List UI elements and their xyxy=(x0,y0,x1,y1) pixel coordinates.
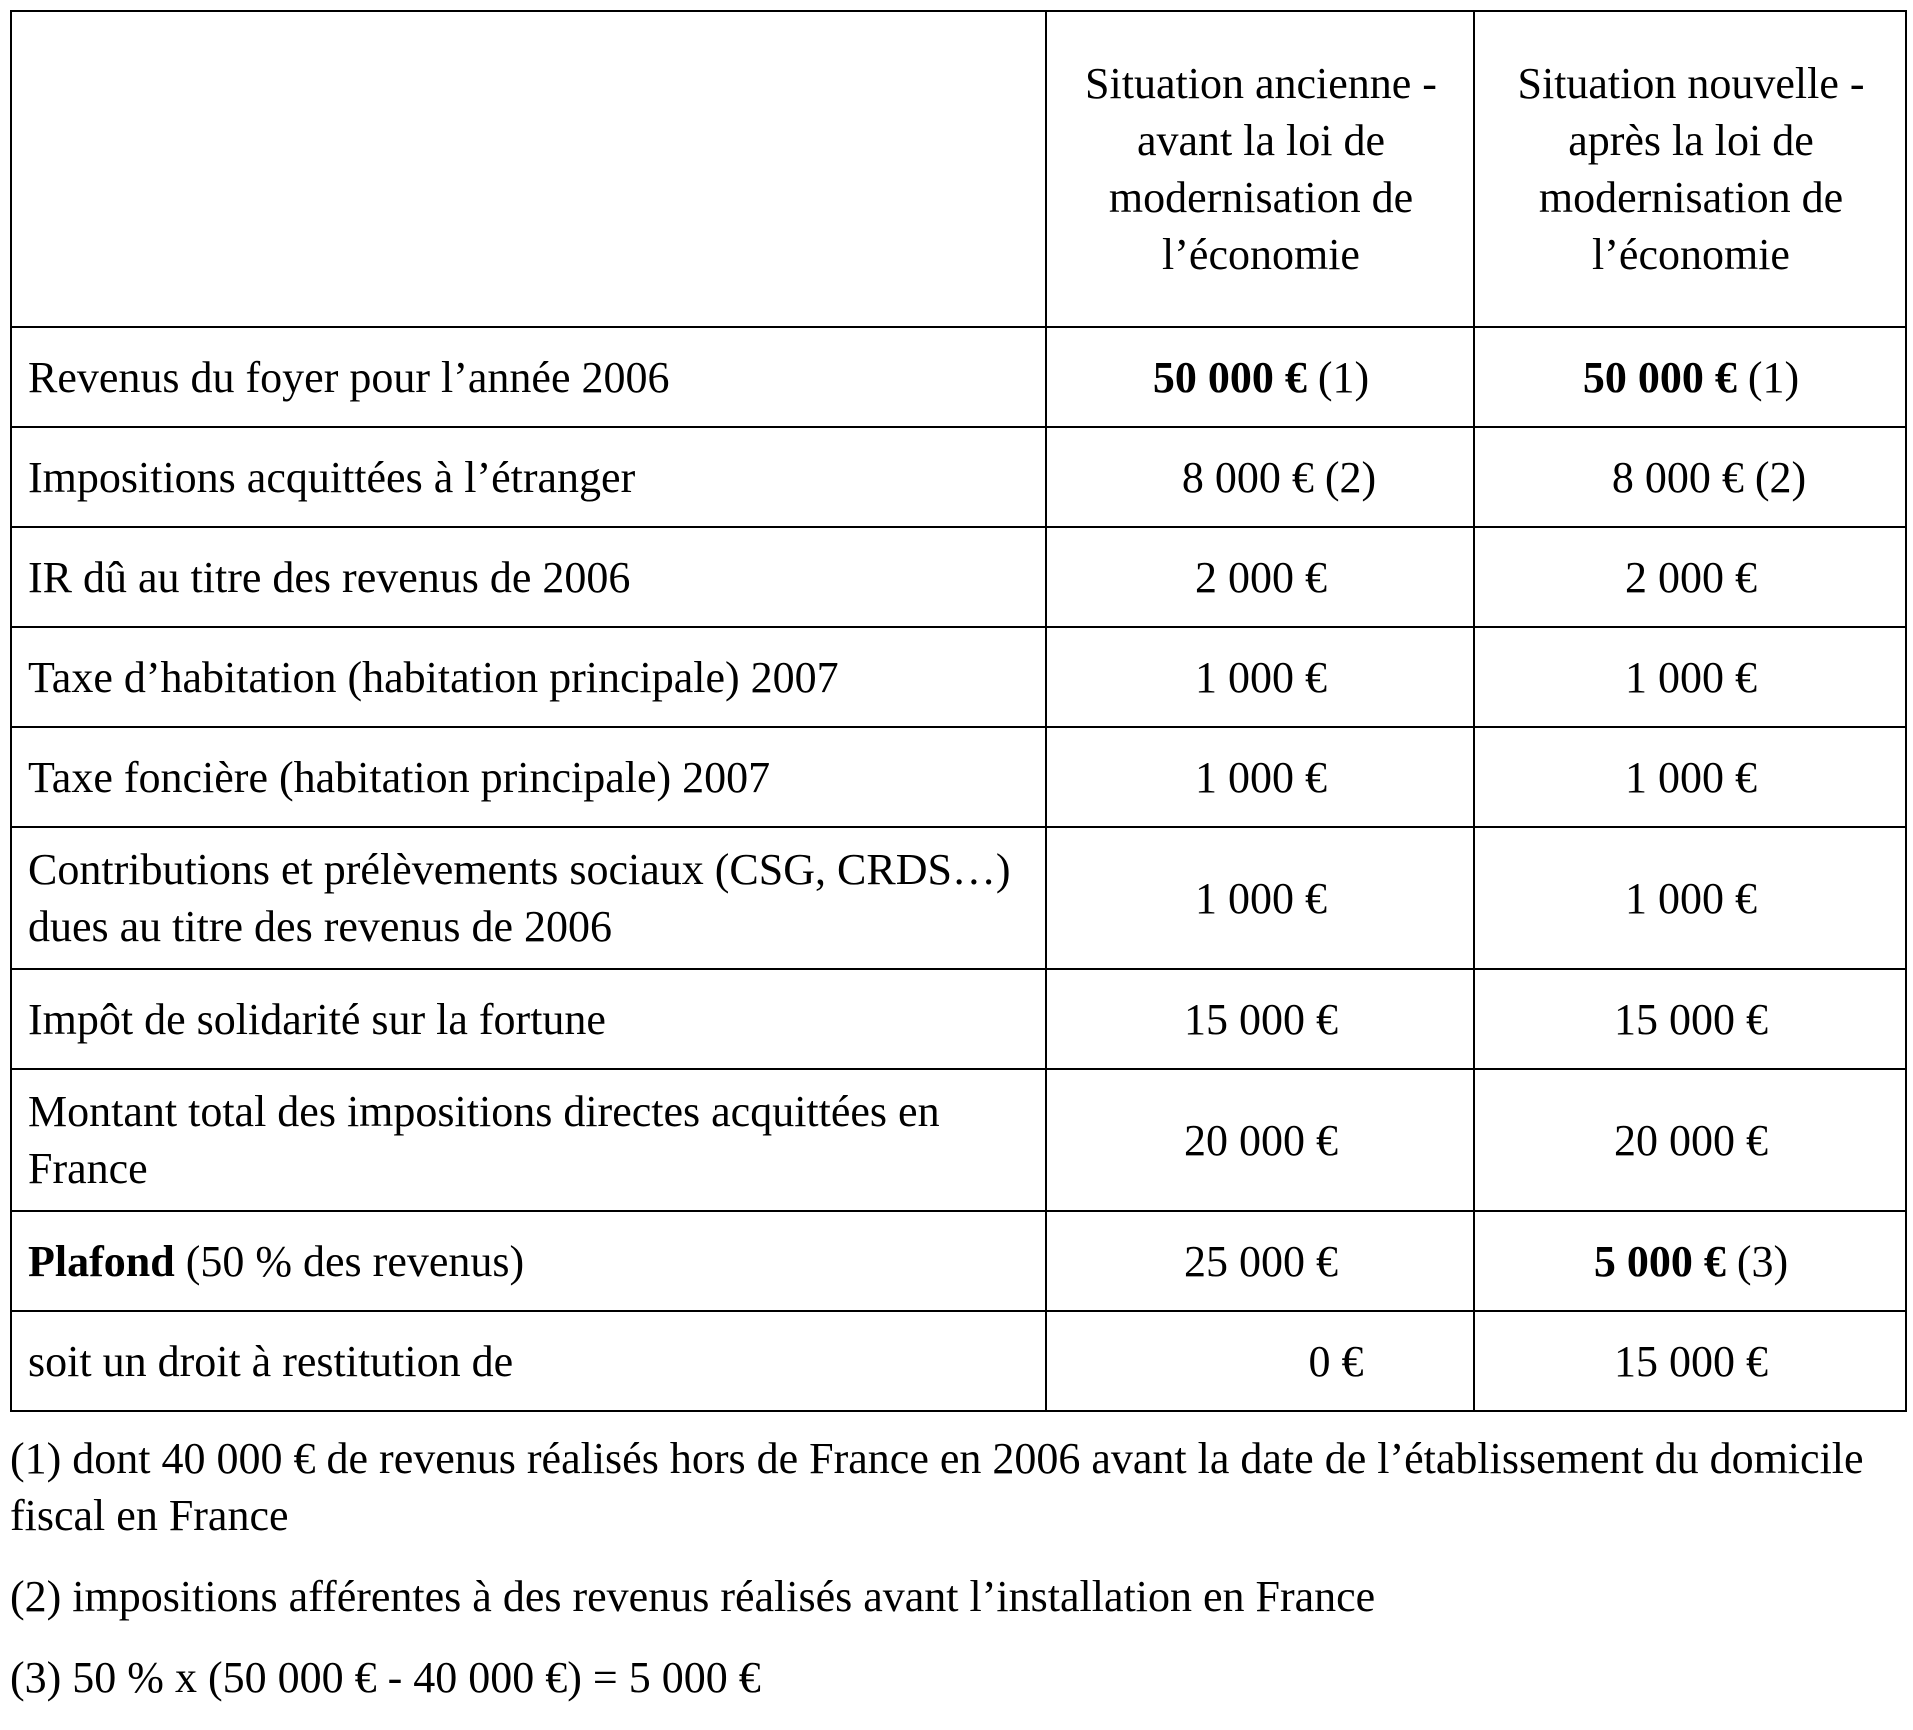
tax-comparison-table xyxy=(10,10,1907,1412)
row-label: IR dû au titre des revenus de 2006 xyxy=(11,527,1046,627)
old-value: 1 000 € xyxy=(1046,627,1474,727)
new-value: 20 000 € xyxy=(1474,1069,1906,1211)
table-row-taxe-habitation xyxy=(11,627,1906,727)
new-value: 1 000 € xyxy=(1474,727,1906,827)
row-label: Impôt de solidarité sur la fortune xyxy=(11,969,1046,1069)
document-page xyxy=(10,10,1905,1730)
table-row-ir xyxy=(11,527,1906,627)
old-value: 0 € xyxy=(1308,1336,1364,1386)
row-label-rest: (50 % des revenus) xyxy=(174,1236,525,1286)
row-label: Contributions et prélèvements sociaux (CSG, CRDS…) dues au titre des revenus de 2006 xyxy=(11,827,1046,969)
table-row-impositions-etranger xyxy=(11,427,1906,527)
old-value: 25 000 € xyxy=(1046,1211,1474,1311)
old-value-cell xyxy=(1046,327,1474,427)
old-value: 50 000 € xyxy=(1152,352,1307,402)
row-label: Taxe foncière (habitation principale) 2007 xyxy=(11,727,1046,827)
old-value: 1 000 € xyxy=(1046,827,1474,969)
old-value: 2 000 € xyxy=(1046,527,1474,627)
row-label: Taxe d’habitation (habitation principale) 2007 xyxy=(11,627,1046,727)
row-label: Revenus du foyer pour l’année 2006 xyxy=(11,327,1046,427)
table-row-revenus xyxy=(11,327,1906,427)
row-label: soit un droit à restitution de xyxy=(11,1311,1046,1411)
old-value: 20 000 € xyxy=(1046,1069,1474,1211)
row-label-bold: Plafond xyxy=(28,1236,175,1286)
table-row-isf xyxy=(11,969,1906,1069)
old-value: 1 000 € xyxy=(1046,727,1474,827)
table-row-taxe-fonciere xyxy=(11,727,1906,827)
table-row-montant-total xyxy=(11,1069,1906,1211)
footnote-1: (1) dont 40 000 € de revenus réalisés hors de France en 2006 avant la date de l’établissement du domicile fiscal en France xyxy=(10,1434,1864,1540)
table-row-contributions-sociales xyxy=(11,827,1906,969)
header-old-situation: Situation ancienne - avant la loi de modernisation de l’économie xyxy=(1046,11,1474,327)
row-label-cell xyxy=(11,1211,1046,1311)
table-header-row xyxy=(11,11,1906,327)
new-value: 15 000 € xyxy=(1474,969,1906,1069)
new-value: 2 000 € xyxy=(1474,527,1906,627)
footnotes xyxy=(10,1430,1905,1706)
new-value-cell xyxy=(1474,327,1906,427)
new-value: 1 000 € xyxy=(1474,827,1906,969)
footnote-2: (2) impositions afférentes à des revenus réalisés avant l’installation en France xyxy=(10,1572,1376,1621)
row-label: Impositions acquittées à l’étranger xyxy=(11,427,1046,527)
old-footnote-ref: (1) xyxy=(1306,352,1370,402)
footnote-3: (3) 50 % x (50 000 € - 40 000 €) = 5 000 € xyxy=(10,1653,761,1702)
header-empty-cell xyxy=(11,11,1046,327)
old-value-cell xyxy=(1046,1311,1474,1411)
new-value: 5 000 € xyxy=(1593,1236,1726,1286)
row-label: Montant total des impositions directes acquittées en France xyxy=(11,1069,1046,1211)
new-value: 8 000 € (2) xyxy=(1474,427,1906,527)
header-new-situation: Situation nouvelle - après la loi de modernisation de l’économie xyxy=(1474,11,1906,327)
new-value: 50 000 € xyxy=(1582,352,1737,402)
new-value-cell xyxy=(1474,1211,1906,1311)
old-value: 8 000 € (2) xyxy=(1046,427,1474,527)
old-value: 15 000 € xyxy=(1046,969,1474,1069)
new-value: 15 000 € xyxy=(1474,1311,1906,1411)
table-row-restitution xyxy=(11,1311,1906,1411)
new-value: 1 000 € xyxy=(1474,627,1906,727)
table-row-plafond xyxy=(11,1211,1906,1311)
new-footnote-ref: (1) xyxy=(1736,352,1800,402)
new-footnote-ref: (3) xyxy=(1725,1236,1789,1286)
